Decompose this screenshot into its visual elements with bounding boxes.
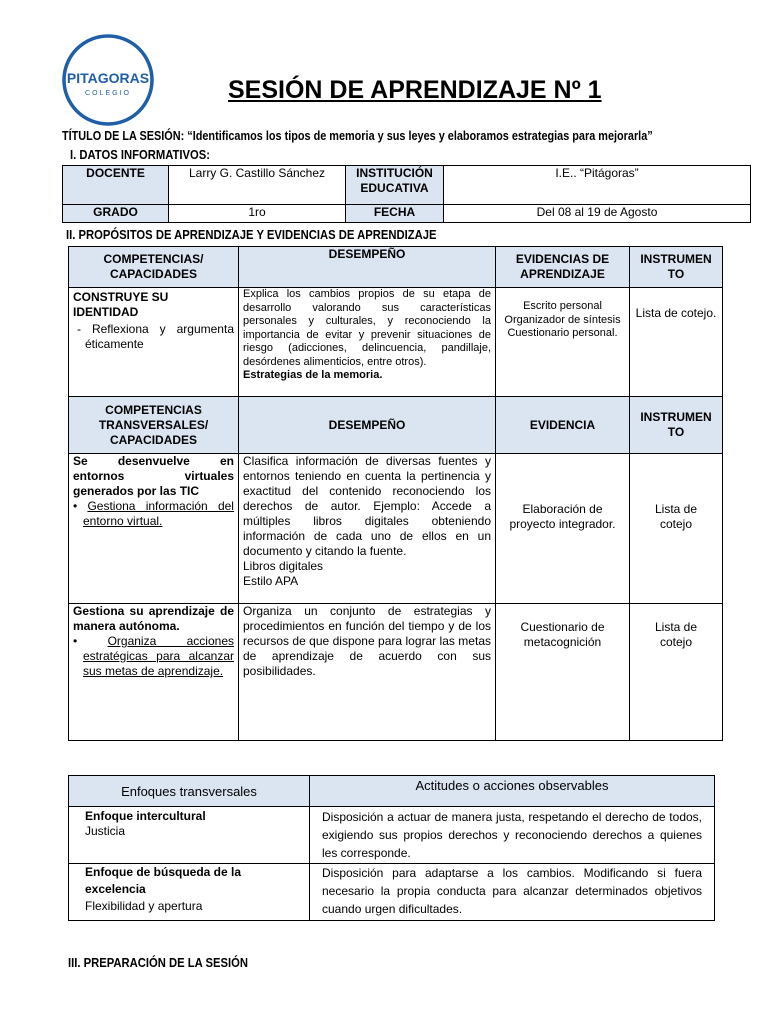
section-preparacion: III. PREPARACIÓN DE LA SESIÓN [68,956,249,970]
grado-label: GRADO [63,205,169,223]
col-evidencias: EVIDENCIAS DE APRENDIZAJE [496,247,630,288]
col-instrumento: INSTRUMEN TO [630,247,723,288]
table-row-actitud-intercultural: Disposición a actuar de manera justa, respetando el derecho de todos, exigiendo sus propios derechos y reconociendo derechos a quienes les corresponde. [310,807,715,864]
logo-name: PITAGORAS [66,70,150,86]
table-row-evidencias: Escrito personal Organizador de síntesis Cuestionario personal. [496,288,630,397]
info-table [62,165,751,223]
table-row-instrumento-tic: Lista de cotejo [630,454,723,604]
fecha-value: Del 08 al 19 de Agosto [444,205,751,223]
table-row-actitud-excelencia: Disposición para adaptarse a los cambios. Modificando si fuera necesario la propia conducta para alcanzar determinados objetivos cuando urgen dificultades. [310,864,715,921]
table-row-instrumento: Lista de cotejo. [630,288,723,397]
session-title [62,129,653,143]
session-title-value: “Identificamos los tipos de memoria y sus leyes y elaboramos estrategias para mejorarla” [187,129,653,143]
col-desempeno-2: DESEMPEÑO [239,397,496,454]
col-enfoques: Enfoques transversales [69,776,310,807]
docente-value: Larry G. Castillo Sánchez [169,166,346,205]
table-row-desempeno-autonoma: Organiza un conjunto de estrategias y procedimientos en función del tiempo y de los recursos de que dispone para lograr las metas de aprendizaje de acuerdo con sus posibilidades. [239,604,496,741]
table-row-competencia-autonoma: Gestiona su aprendizaje de manera autónoma. • Organiza acciones estratégicas para alcanzar sus metas de aprendizaje. [69,604,239,741]
logo-sub: COLEGIO [85,90,131,97]
school-logo [60,32,156,128]
table-row-desempeno: Explica los cambios propios de su etapa de desarrollo valorando sus características personales y culturales, y reconociendo la importancia de evitar y prevenir situaciones de riesgo (adicciones, delincuencia, pandillaje, desórdenes alimenticios, entre otros). Estrategias de la memoria. [239,288,496,397]
approach-table [68,775,715,921]
col-desempeno: DESEMPEÑO [239,247,496,288]
purpose-table [68,246,723,741]
table-row-instrumento-autonoma: Lista de cotejo [630,604,723,741]
page-title: SESIÓN DE APRENDIZAJE Nº 1 [228,76,602,104]
col-evidencia: EVIDENCIA [496,397,630,454]
table-row-enfoque-excelencia: Enfoque de búsqueda de la excelencia Flexibilidad y apertura [69,864,310,921]
institucion-label: INSTITUCIÓN EDUCATIVA [346,166,444,205]
table-row-evidencia-autonoma: Cuestionario de metacognición [496,604,630,741]
section-datos: I. DATOS INFORMATIVOS: [70,148,211,162]
session-title-label: TÍTULO DE LA SESIÓN: [62,129,185,143]
grado-value: 1ro [169,205,346,223]
fecha-label: FECHA [346,205,444,223]
table-row-evidencia-tic: Elaboración de proyecto integrador. [496,454,630,604]
col-actitudes: Actitudes o acciones observables [310,776,715,807]
institucion-value: I.E.. “Pitágoras” [444,166,751,205]
col-competencias-transversales: COMPETENCIAS TRANSVERSALES/ CAPACIDADES [69,397,239,454]
table-row-competencia: CONSTRUYE SU IDENTIDAD - Reflexiona y argumenta éticamente [69,288,239,397]
table-row-desempeno-tic: Clasifica información de diversas fuentes y entornos teniendo en cuenta la pertinencia y exactitud del contenido reconociendo los derechos de autor. Ejemplo: Accede a múltiples libros digitales obteniendo información de cada uno de ellos en un documento y citando la fuente. Libros digitales Estilo APA [239,454,496,604]
col-competencias: COMPETENCIAS/ CAPACIDADES [69,247,239,288]
table-row-competencia-tic: Se desenvuelve en entornos virtuales generados por las TIC • Gestiona información del entorno virtual. [69,454,239,604]
docente-label: DOCENTE [63,166,169,205]
table-row-enfoque-intercultural: Enfoque intercultural Justicia [69,807,310,864]
section-propositos: II. PROPÓSITOS DE APRENDIZAJE Y EVIDENCIAS DE APRENDIZAJE [66,228,437,242]
col-instrumento-2: INSTRUMEN TO [630,397,723,454]
